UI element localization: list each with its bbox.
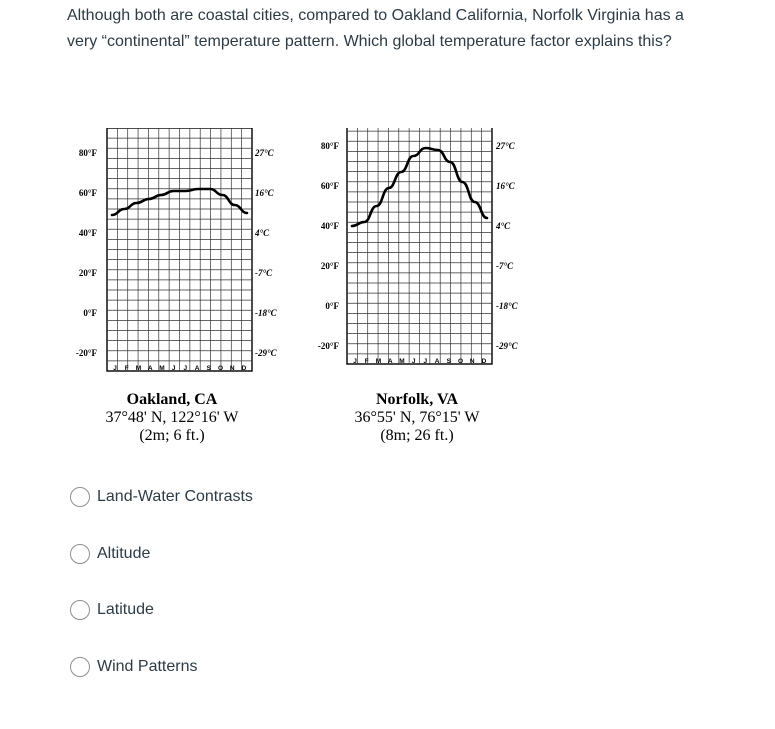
climograph-figure xyxy=(62,128,542,463)
month-label: J xyxy=(353,358,357,365)
oakland-station-name: Oakland, CA xyxy=(126,391,218,408)
oakland-station-coords: 37°48' N, 122°16' W xyxy=(105,409,239,426)
celsius-tick-label: 4°C xyxy=(496,221,511,231)
option-latitude[interactable] xyxy=(70,600,154,620)
norfolk-station-coords: 36°55' N, 76°15' W xyxy=(354,409,480,426)
month-label: J xyxy=(113,365,117,372)
option-wind-patterns[interactable] xyxy=(70,657,197,677)
option-label: Wind Patterns xyxy=(97,658,198,675)
month-label: S xyxy=(206,365,211,372)
month-label: M xyxy=(135,365,142,372)
month-label: A xyxy=(147,365,153,372)
celsius-tick-label: -7°C xyxy=(255,268,273,278)
celsius-tick-label: 16°C xyxy=(496,181,515,191)
option-label: Land-Water Contrasts xyxy=(97,488,253,505)
norfolk-station-elevation: (8m; 26 ft.) xyxy=(380,427,454,444)
option-label: Latitude xyxy=(97,601,154,618)
month-label: A xyxy=(194,365,200,372)
norfolk-station-name: Norfolk, VA xyxy=(375,391,459,408)
oakland-station-elevation: (2m; 6 ft.) xyxy=(139,427,205,444)
fahrenheit-tick-label: 80°F xyxy=(78,148,97,158)
month-label: N xyxy=(469,358,475,365)
option-land-water-contrasts[interactable] xyxy=(70,487,253,507)
celsius-tick-label: 27°C xyxy=(496,141,515,151)
fahrenheit-tick-label: 0°F xyxy=(325,301,339,311)
fahrenheit-tick-label: 40°F xyxy=(320,221,339,231)
fahrenheit-tick-label: 60°F xyxy=(78,188,97,198)
month-label: J xyxy=(423,358,428,365)
month-label: D xyxy=(241,365,247,372)
month-label: M xyxy=(399,358,405,365)
month-label: F xyxy=(124,365,129,372)
fahrenheit-tick-label: -20°F xyxy=(317,341,339,351)
fahrenheit-tick-label: 20°F xyxy=(320,261,339,271)
fahrenheit-tick-label: 40°F xyxy=(78,228,97,238)
month-label: F xyxy=(364,358,369,365)
radio-latitude[interactable] xyxy=(70,600,90,620)
celsius-tick-label: -29°C xyxy=(255,348,277,358)
climograph-svg xyxy=(62,128,542,463)
month-label: D xyxy=(481,358,487,365)
month-label: A xyxy=(387,358,393,365)
month-label: N xyxy=(229,365,235,372)
fahrenheit-tick-label: 20°F xyxy=(78,268,97,278)
celsius-tick-label: -18°C xyxy=(496,301,518,311)
month-label: J xyxy=(171,365,176,372)
month-label: J xyxy=(411,358,416,365)
celsius-tick-label: -7°C xyxy=(496,261,514,271)
fahrenheit-tick-label: 60°F xyxy=(320,181,339,191)
radio-land-water-contrasts[interactable] xyxy=(70,487,90,507)
celsius-tick-label: 16°C xyxy=(255,188,274,198)
fahrenheit-tick-label: -20°F xyxy=(75,348,97,358)
celsius-tick-label: 4°C xyxy=(255,228,270,238)
radio-altitude[interactable] xyxy=(70,544,90,564)
radio-wind-patterns[interactable] xyxy=(70,657,90,677)
fahrenheit-tick-label: 0°F xyxy=(83,308,97,318)
question-text: Although both are coastal cities, compared to Oakland California, Norfolk Virginia has a very “continental” temperature pattern. Which global temperature factor explains this? xyxy=(67,7,684,50)
month-label: S xyxy=(446,358,451,365)
celsius-tick-label: -29°C xyxy=(496,341,518,351)
month-label: O xyxy=(218,365,224,372)
celsius-tick-label: 27°C xyxy=(255,148,274,158)
fahrenheit-tick-label: 80°F xyxy=(320,141,339,151)
month-label: M xyxy=(159,365,165,372)
month-label: M xyxy=(375,358,382,365)
option-label: Altitude xyxy=(97,545,151,562)
month-label: A xyxy=(434,358,440,365)
month-label: J xyxy=(183,365,188,372)
option-altitude[interactable] xyxy=(70,544,150,564)
celsius-tick-label: -18°C xyxy=(255,308,277,318)
month-label: O xyxy=(458,358,464,365)
